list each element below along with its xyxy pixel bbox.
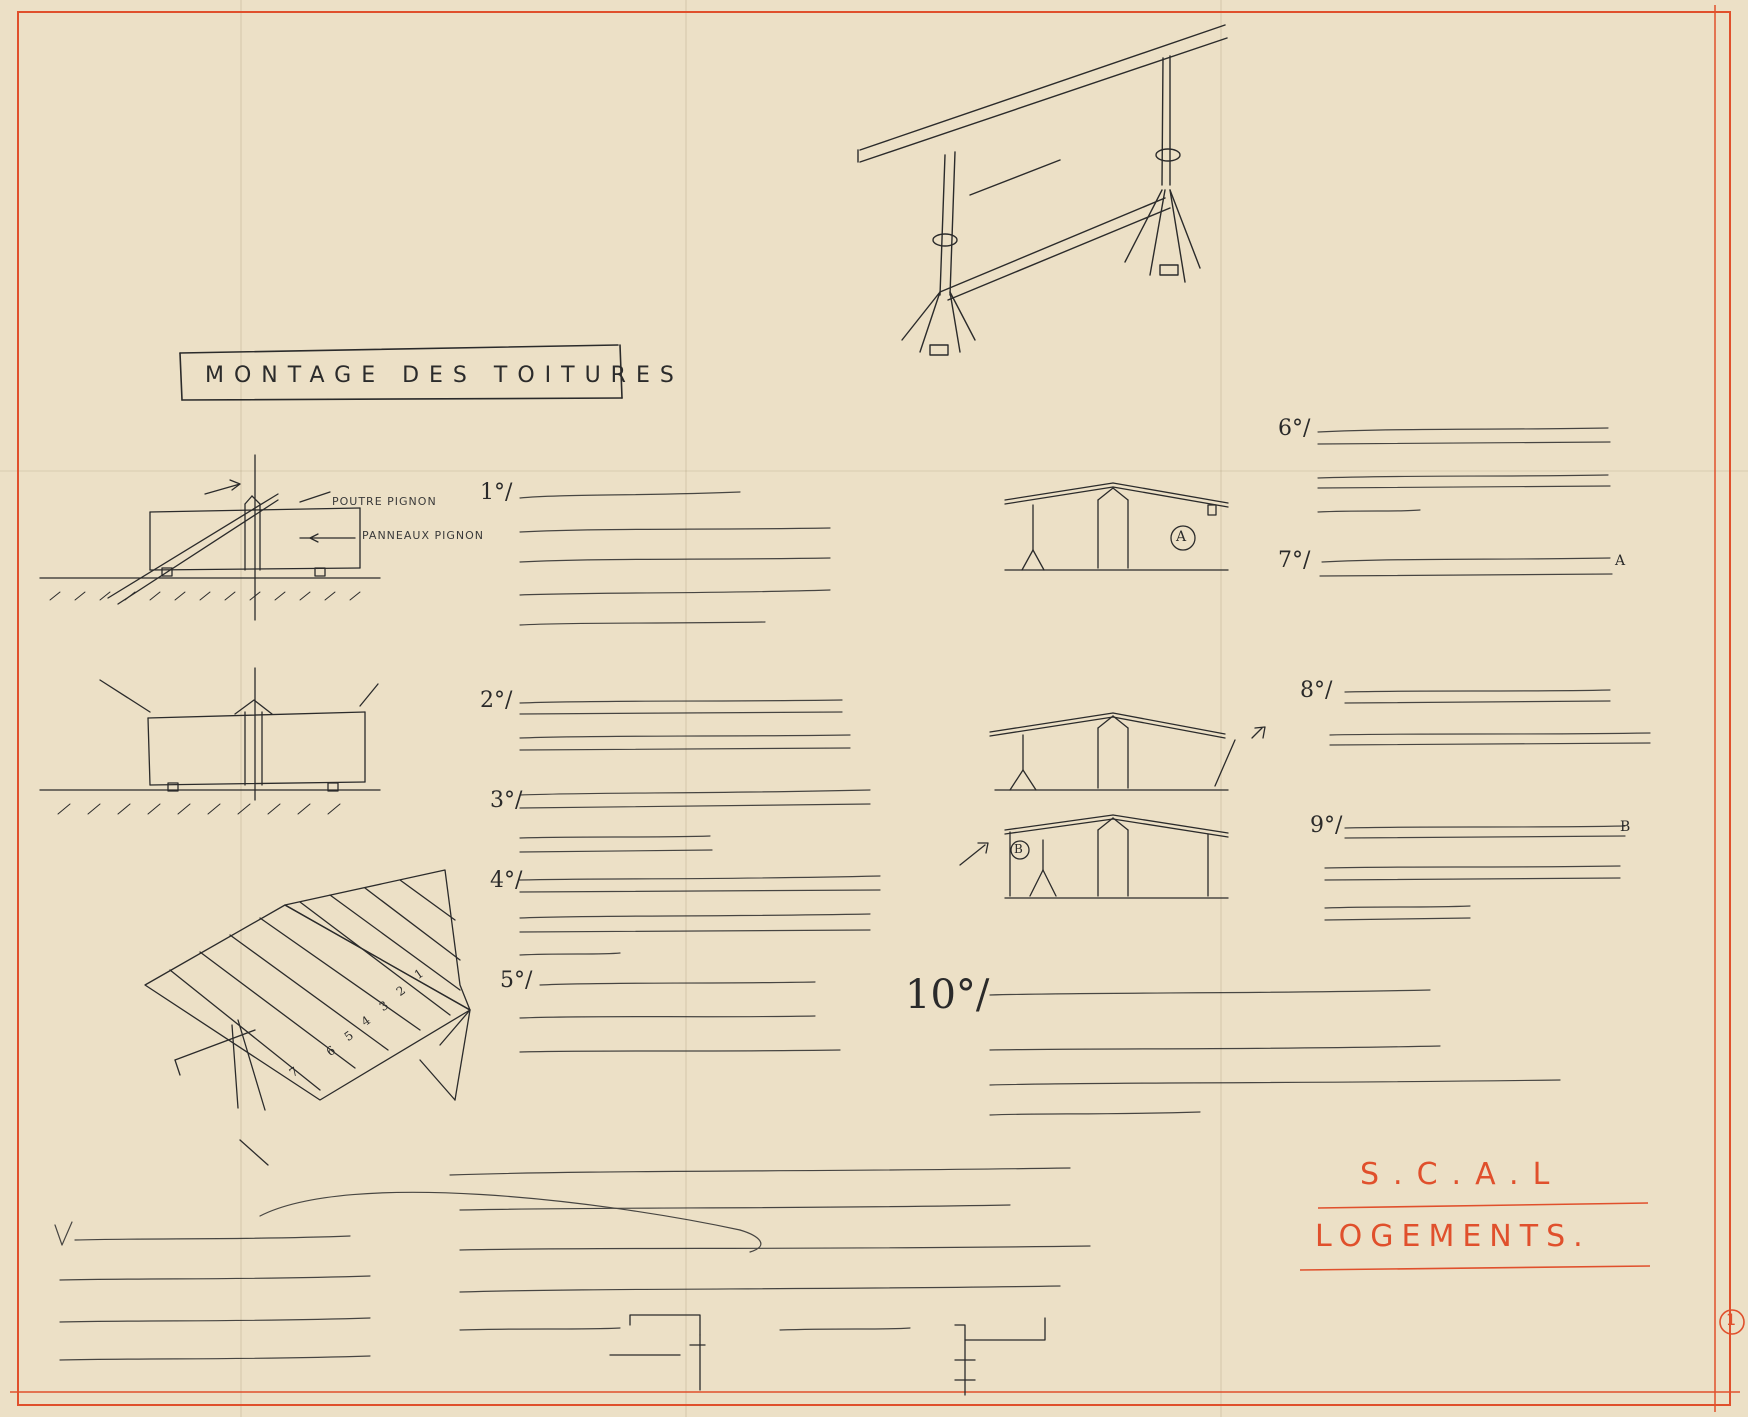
step-number: 9°/	[1310, 813, 1343, 838]
panel-number: 2	[393, 983, 408, 999]
panel-number: 5	[341, 1028, 356, 1044]
note-lines-steps-6-9	[1318, 428, 1650, 920]
step-number: 4°/	[490, 868, 523, 893]
panel-number: 6	[323, 1043, 338, 1059]
panel-number: 1	[411, 966, 426, 982]
sheet-number: 1	[1726, 1310, 1737, 1329]
house-sketch-2	[40, 668, 380, 800]
step-number: 2°/	[480, 688, 513, 713]
beam-support-sketch	[858, 25, 1227, 355]
frame-diagram-9	[960, 815, 1228, 898]
panel-number: 7	[286, 1064, 301, 1080]
step-number: 5°/	[500, 968, 533, 993]
hatching	[50, 592, 360, 600]
frame-diagram-6	[1005, 483, 1228, 570]
frame-diagram-8	[990, 713, 1265, 790]
profile-detail-2	[955, 1318, 1045, 1395]
step-number-large: 10°/	[905, 972, 990, 1018]
note-lines-steps-1-5	[520, 492, 880, 1052]
step-number: 6°/	[1278, 416, 1311, 441]
panel-number: 3	[376, 998, 391, 1014]
hatching	[58, 804, 340, 814]
panel-number: 4	[358, 1013, 373, 1029]
detail-marker-b: B	[1620, 819, 1631, 835]
house-sketch-1	[40, 455, 380, 620]
detail-marker-a: A	[1615, 553, 1626, 569]
step-number: 7°/	[1278, 548, 1311, 573]
step-number: 8°/	[1300, 678, 1333, 703]
label-panneaux-pignon: PANNEAUX PIGNON	[362, 529, 484, 542]
note-lines-step-10	[990, 990, 1560, 1115]
note-lines-left-footnote	[55, 1222, 370, 1360]
label-poutre-pignon: POUTRE PIGNON	[332, 495, 437, 508]
profile-detail-1	[610, 1315, 705, 1390]
detail-marker-a: A	[1176, 529, 1187, 545]
title-block-project: LOGEMENTS.	[1315, 1219, 1591, 1254]
title-block-company: S.C.A.L	[1360, 1157, 1564, 1192]
step-number: 1°/	[480, 480, 513, 505]
note-lines-attention	[260, 1168, 1090, 1330]
red-border	[10, 5, 1740, 1412]
sheet-title: MONTAGE DES TOITURES	[205, 363, 684, 388]
isometric-roof-sketch	[145, 870, 470, 1165]
step-number: 3°/	[490, 788, 523, 813]
detail-marker-b: B	[1014, 842, 1023, 856]
